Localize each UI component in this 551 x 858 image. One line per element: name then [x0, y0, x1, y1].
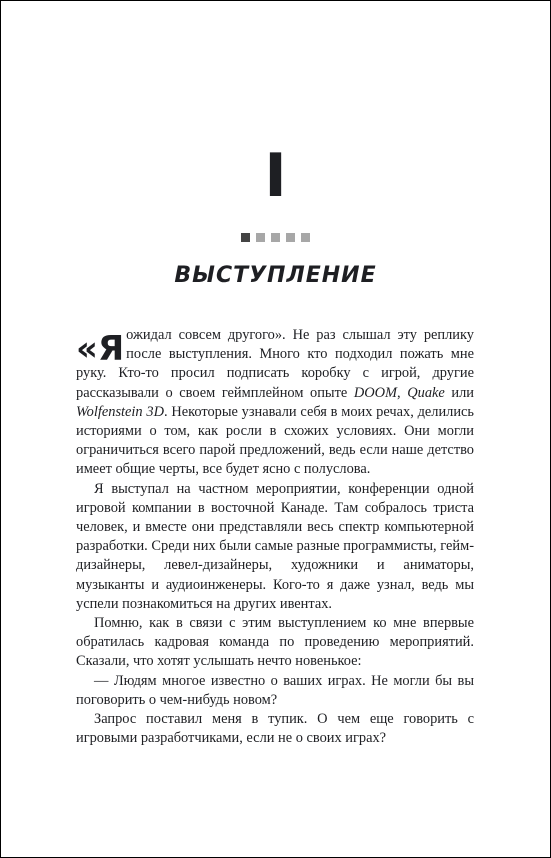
- paragraph-1: [76, 326, 474, 480]
- paragraph-4: — Людям многое известно о ваших играх. Не могли бы вы поговорить о чем-нибудь новом?: [76, 672, 474, 708]
- paragraph-1-tail: . Некоторые узнавали себя в моих речах, делились историями о том, как росли в схожих условиях. Они могли ограничиться всего парой предложений, ведь если наше детство имеет общие черты, все будет ясно с полуслова.: [76, 403, 474, 478]
- game-title-wolfenstein: Wolfenstein 3D: [76, 403, 164, 420]
- body-text: [76, 326, 474, 748]
- game-title-doom: DOOM: [353, 384, 398, 401]
- paragraph-3: Помню, как в связи с этим выступлением ко мне впервые обратилась кадровая команда по проведению мероприятий. Сказали, что хотят услышать нечто новенькое:: [76, 615, 474, 670]
- paragraph-2: Я выступал на частном мероприятии, конференции одной игровой компании в восточной Канаде. Там собралось триста человек, и вместе они представляли весь спектр компьютерной разработки. Среди них были самые разные программисты, гейм-дизайнеры, левел-дизайнеры, художники и аниматоры, музыканты и аудиоинженеры. Кого-то я даже узнал, ведь мы успели познакомиться на других ивентах.: [76, 480, 474, 612]
- separator-1: ,: [397, 384, 408, 401]
- chapter-ornament: [1, 233, 550, 242]
- ornament-square-1: [241, 233, 250, 242]
- ornament-square-2: [256, 233, 265, 242]
- game-title-quake: Quake: [407, 384, 445, 401]
- separator-2: или: [444, 384, 474, 401]
- chapter-title: ВЫСТУПЛЕНИЕ: [174, 263, 377, 288]
- paragraph-5: Запрос поставил меня в тупик. О чем еще говорить с игровыми разработчиками, если не о своих играх?: [76, 711, 474, 747]
- paragraph-1-lead: ожидал совсем другого». Не раз слышал эту реплику после выступления. Много кто подходил пожать мне руку. Кто-то просил подписать коробку с игрой, другие рассказывали о своем геймплейном опыте: [76, 327, 474, 401]
- chapter-number: I: [264, 141, 287, 211]
- ornament-square-3: [271, 233, 280, 242]
- ornament-square-5: [301, 233, 310, 242]
- dropcap: «Я: [76, 329, 125, 369]
- ornament-square-4: [286, 233, 295, 242]
